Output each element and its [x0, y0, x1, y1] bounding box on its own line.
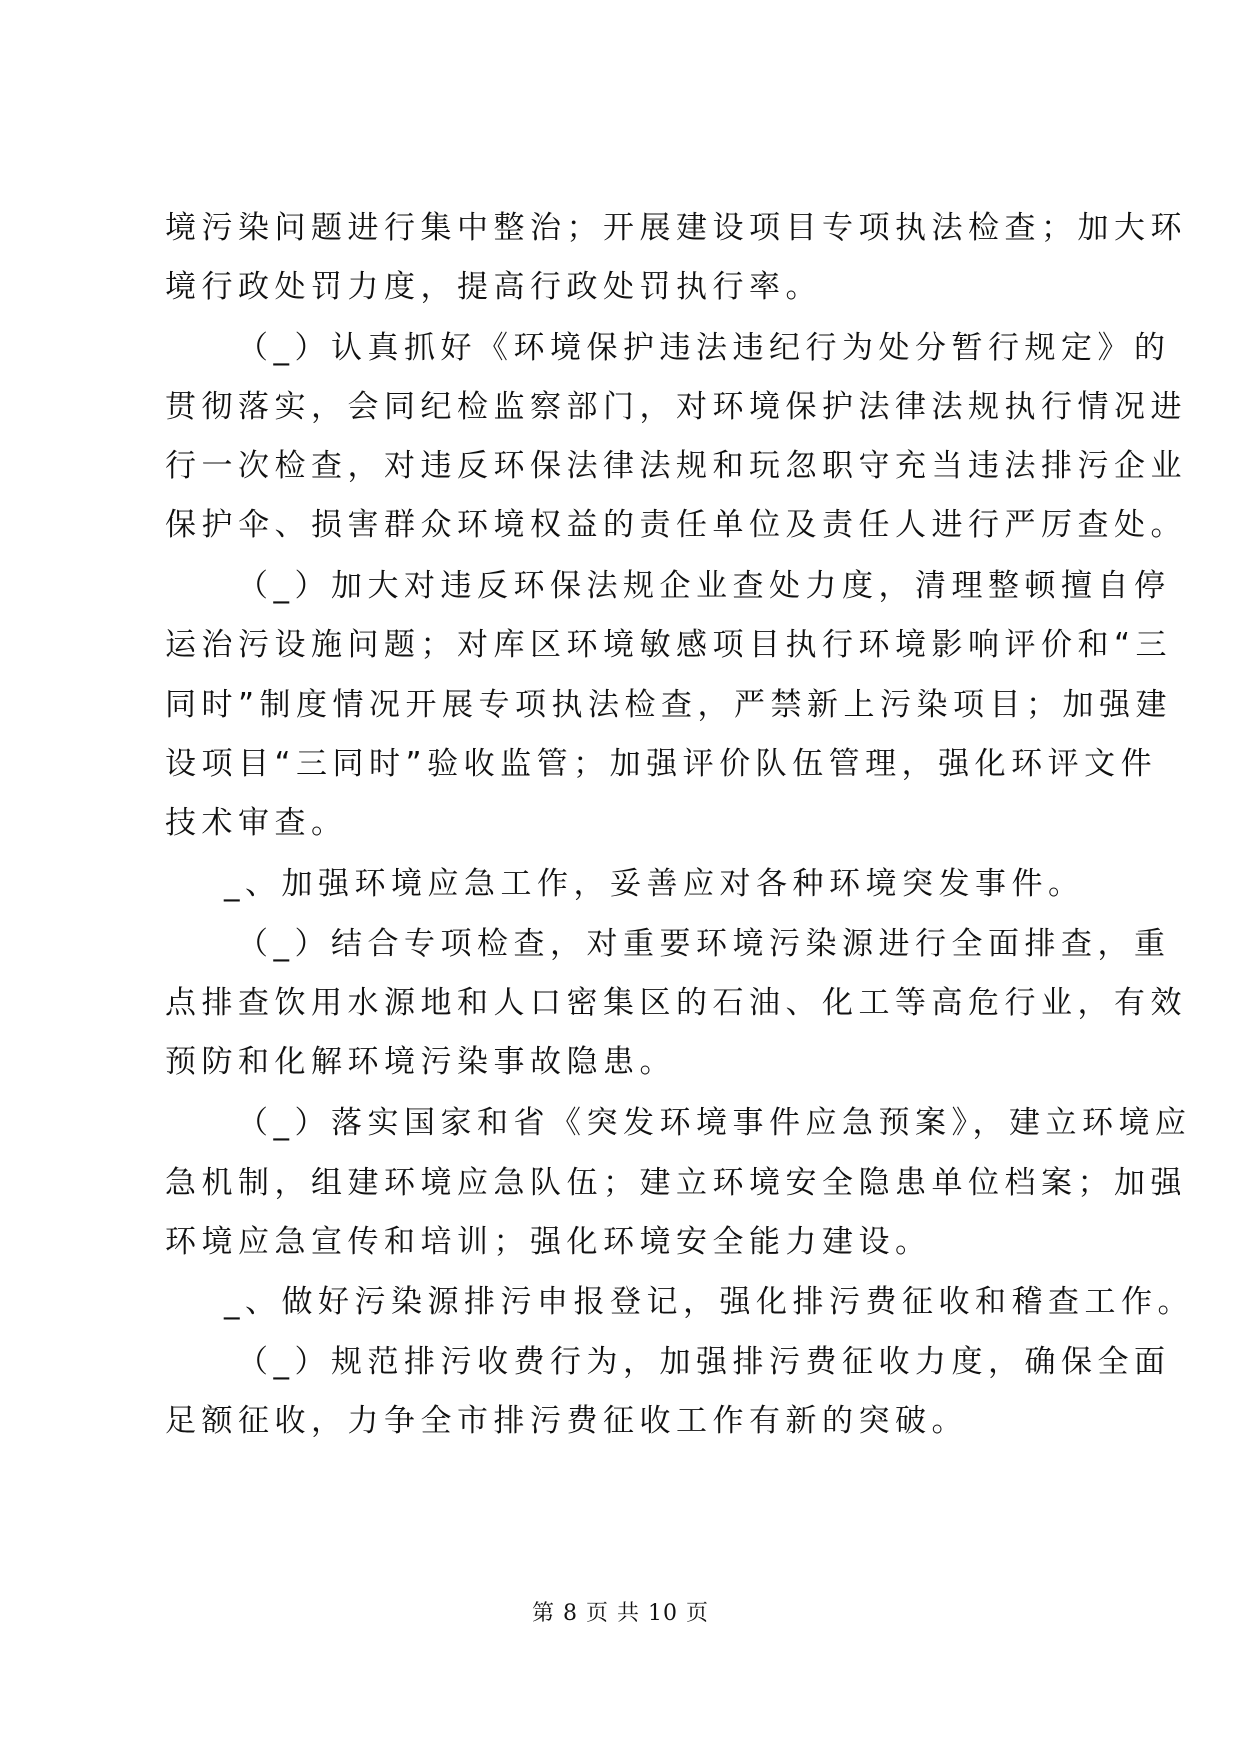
text-line: （_）认真抓好《环境保护违法违纪行为处分暂行规定》的	[237, 330, 1171, 366]
text-line: 行一次检查，对违反环保法律法规和玩忽职守充当违法排污企业	[165, 448, 1187, 484]
page-number-footer: 第 8 页 共 10 页	[532, 1601, 709, 1626]
text-line: 同时”制度情况开展专项执法检查，严禁新上污染项目；加强建	[165, 687, 1173, 723]
text-line: （_）结合专项检查，对重要环境污染源进行全面排查，重	[237, 926, 1171, 962]
text-line: 保护伞、损害群众环境权益的责任单位及责任人进行严厉查处。	[165, 507, 1187, 543]
text-line: 环境应急宣传和培训；强化环境安全能力建设。	[165, 1224, 932, 1260]
text-line: 境行政处罚力度，提高行政处罚执行率。	[165, 269, 822, 305]
text-line: 运治污设施问题；对库区环境敏感项目执行环境影响评价和“三	[165, 627, 1173, 663]
text-line: 技术审查。	[165, 805, 348, 841]
text-line: 足额征收，力争全市排污费征收工作有新的突破。	[165, 1403, 968, 1439]
text-line: 境污染问题进行集中整治；开展建设项目专项执法检查；加大环	[165, 210, 1187, 246]
text-line: 急机制，组建环境应急队伍；建立环境安全隐患单位档案；加强	[165, 1165, 1187, 1201]
text-line: （_）落实国家和省《突发环境事件应急预案》，建立环境应	[237, 1105, 1192, 1141]
text-line: _、加强环境应急工作，妥善应对各种环境突发事件。	[224, 866, 1085, 902]
text-line: _、做好污染源排污申报登记，强化排污费征收和稽查工作。	[224, 1284, 1194, 1320]
text-line: 设项目“三同时”验收监管；加强评价队伍管理，强化环评文件	[165, 746, 1158, 782]
text-line: 预防和化解环境污染事故隐患。	[165, 1044, 676, 1080]
text-line: （_）规范排污收费行为，加强排污费征收力度，确保全面	[237, 1344, 1171, 1380]
text-line: 点排查饮用水源地和人口密集区的石油、化工等高危行业，有效	[165, 985, 1187, 1021]
text-line: （_）加大对违反环保法规企业查处力度，清理整顿擅自停	[237, 568, 1171, 604]
text-line: 贯彻落实，会同纪检监察部门，对环境保护法律法规执行情况进	[165, 389, 1187, 425]
